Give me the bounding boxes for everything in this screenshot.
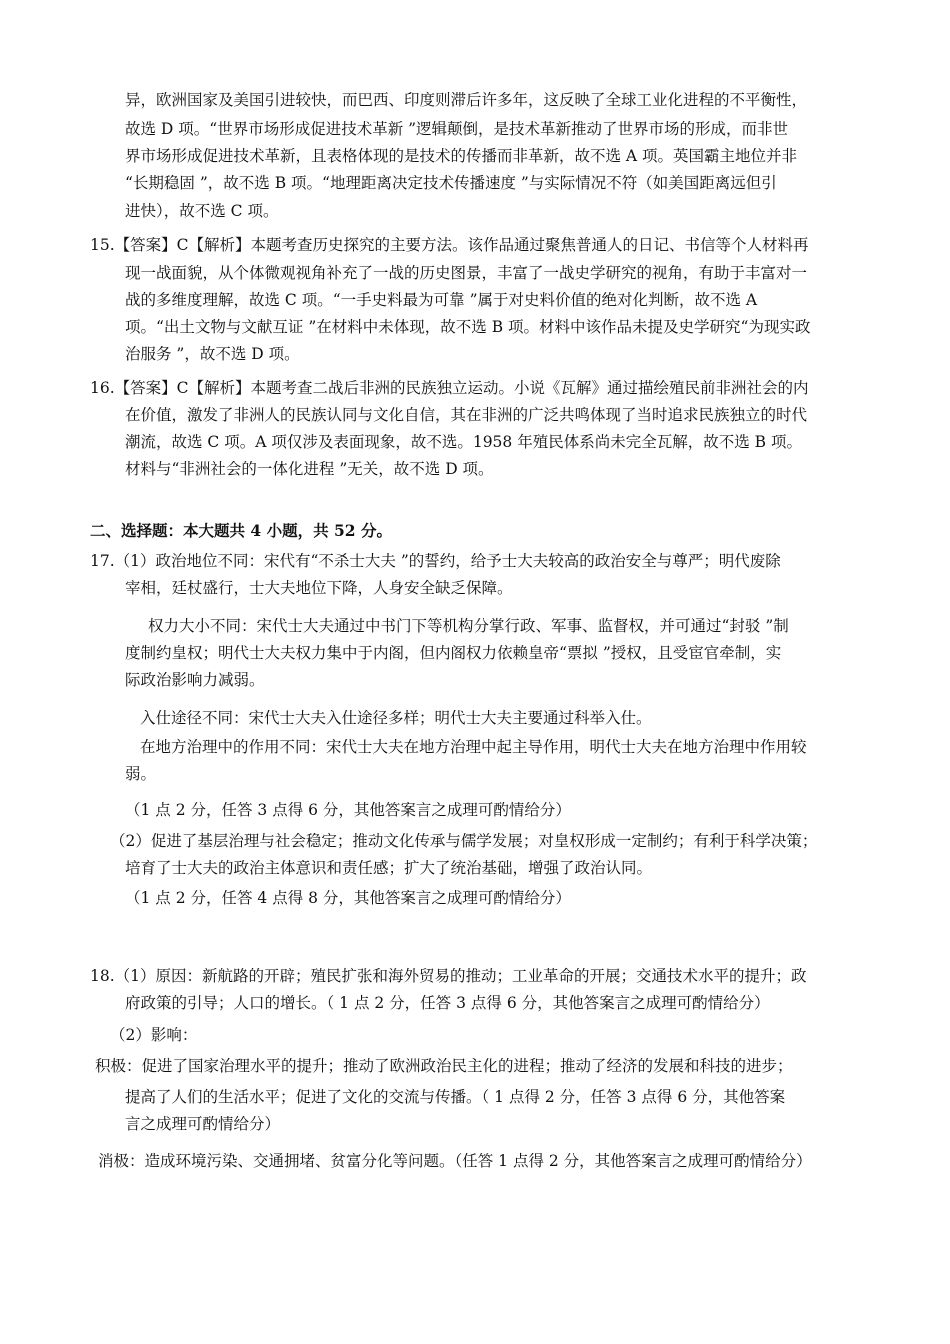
q18-part1-line-2: 府政策的引导；人口的增长。（ 1 点 2 分，任答 3 点得 6 分，其他答案言之成理可酌情给分）: [125, 994, 770, 1012]
q17-part1-line-1: 17.（1）政治地位不同：宋代有“不杀士大夫 ”的誓约，给予士大夫较高的政治安全与尊严；明代废除: [90, 552, 781, 570]
q18-positive-line-1: 积极：促进了国家治理水平的提升；推动了欧洲政治民主化的进程；推动了经济的发展和科技的进步；: [95, 1057, 793, 1075]
q17-score-2: （1 点 2 分，任答 4 点得 8 分，其他答案言之成理可酌情给分）: [125, 889, 571, 907]
q16-line-3: 潮流，故选 C 项。A 项仅涉及表面现象，故不选。1958 年殖民体系尚未完全瓦解，故不选 B 项。: [125, 433, 802, 451]
q15-line-4: 项。“出土文物与文献互证 ”在材料中未体现，故不选 B 项。材料中该作品未提及史学研究“为现实政: [125, 318, 811, 336]
q17-local-line-2: 弱。: [125, 765, 157, 783]
q17-power-line-2: 度制约皇权；明代士大夫权力集中于内阁，但内阁权力依赖皇帝“票拟 ”授权，且受宦官牵制，实: [125, 644, 782, 662]
q14-line-2: 故选 D 项。“世界市场形成促进技术革新 ”逻辑颠倒，是技术革新推动了世界市场的形成，而非世: [125, 120, 789, 138]
q14-line-5: 进快），故不选 C 项。: [125, 202, 279, 220]
q17-part2-line-2: 培育了士大夫的政治主体意识和责任感；扩大了统治基础，增强了政治认同。: [125, 859, 653, 877]
q15-line-2: 现一战面貌，从个体微观视角补充了一战的历史图景，丰富了一战史学研究的视角，有助于丰富对一: [125, 264, 808, 282]
section-2-heading: 二、选择题：本大题共 4 小题，共 52 分。: [90, 521, 392, 540]
q17-part2-line-1: （2）促进了基层治理与社会稳定；推动文化传承与儒学发展；对皇权形成一定制约；有利于科学决策；: [110, 832, 818, 850]
q16-line-1: 16.【答案】C【解析】本题考查二战后非洲的民族独立运动。小说《瓦解》通过描绘殖民前非洲社会的内: [90, 379, 809, 397]
q18-part2-label: （2）影响：: [110, 1026, 198, 1044]
q18-positive-line-3: 言之成理可酌情给分）: [125, 1115, 281, 1133]
q16-line-4: 材料与“非洲社会的一体化进程 ”无关，故不选 D 项。: [125, 460, 494, 478]
q17-power-line-1: 权力大小不同：宋代士大夫通过中书门下等机构分掌行政、军事、监督权，并可通过“封驳 ”制: [148, 617, 789, 635]
q18-negative-line: 消极：造成环境污染、交通拥堵、贫富分化等问题。（任答 1 点得 2 分，其他答案言之成理可酌情给分）: [98, 1152, 812, 1170]
q14-line-3: 界市场形成促进技术革新，且表格体现的是技术的传播而非革新，故不选 A 项。英国霸主地位并非: [125, 147, 798, 165]
q14-line-1: 异，欧洲国家及美国引进较快，而巴西、印度则滞后许多年，这反映了全球工业化进程的不平衡性，: [125, 91, 808, 109]
q16-line-2: 在价值，激发了非洲人的民族认同与文化自信，其在非洲的广泛共鸣体现了当时追求民族独立的时代: [125, 406, 808, 424]
q15-line-1: 15.【答案】C【解析】本题考查历史探究的主要方法。该作品通过聚焦普通人的日记、书信等个人材料再: [90, 236, 809, 254]
q15-line-3: 战的多维度理解，故选 C 项。“一手史料最为可靠 ”属于对史料价值的绝对化判断，故不选 A: [125, 291, 758, 309]
q17-score-1: （1 点 2 分，任答 3 点得 6 分，其他答案言之成理可酌情给分）: [125, 801, 571, 819]
q15-line-5: 治服务 ”，故不选 D 项。: [125, 345, 300, 363]
q17-power-line-3: 际政治影响力减弱。: [125, 671, 265, 689]
q18-positive-line-2: 提高了人们的生活水平；促进了文化的交流与传播。（ 1 点得 2 分，任答 3 点得 6 分，其他答案: [125, 1088, 786, 1106]
q18-part1-line-1: 18.（1）原因：新航路的开辟；殖民扩张和海外贸易的推动；工业革命的开展；交通技术水平的提升；政: [90, 967, 807, 985]
q14-line-4: “长期稳固 ”，故不选 B 项。“地理距离决定技术传播速度 ”与实际情况不符（如美国距离远但引: [125, 174, 777, 192]
q17-local-line-1: 在地方治理中的作用不同：宋代士大夫在地方治理中起主导作用，明代士大夫在地方治理中作用较: [140, 738, 807, 756]
q17-part1-line-2: 宰相，廷杖盛行，士大夫地位下降，人身安全缺乏保障。: [125, 579, 513, 597]
q17-entry-line: 入仕途径不同：宋代士大夫入仕途径多样；明代士大夫主要通过科举入仕。: [140, 709, 652, 727]
